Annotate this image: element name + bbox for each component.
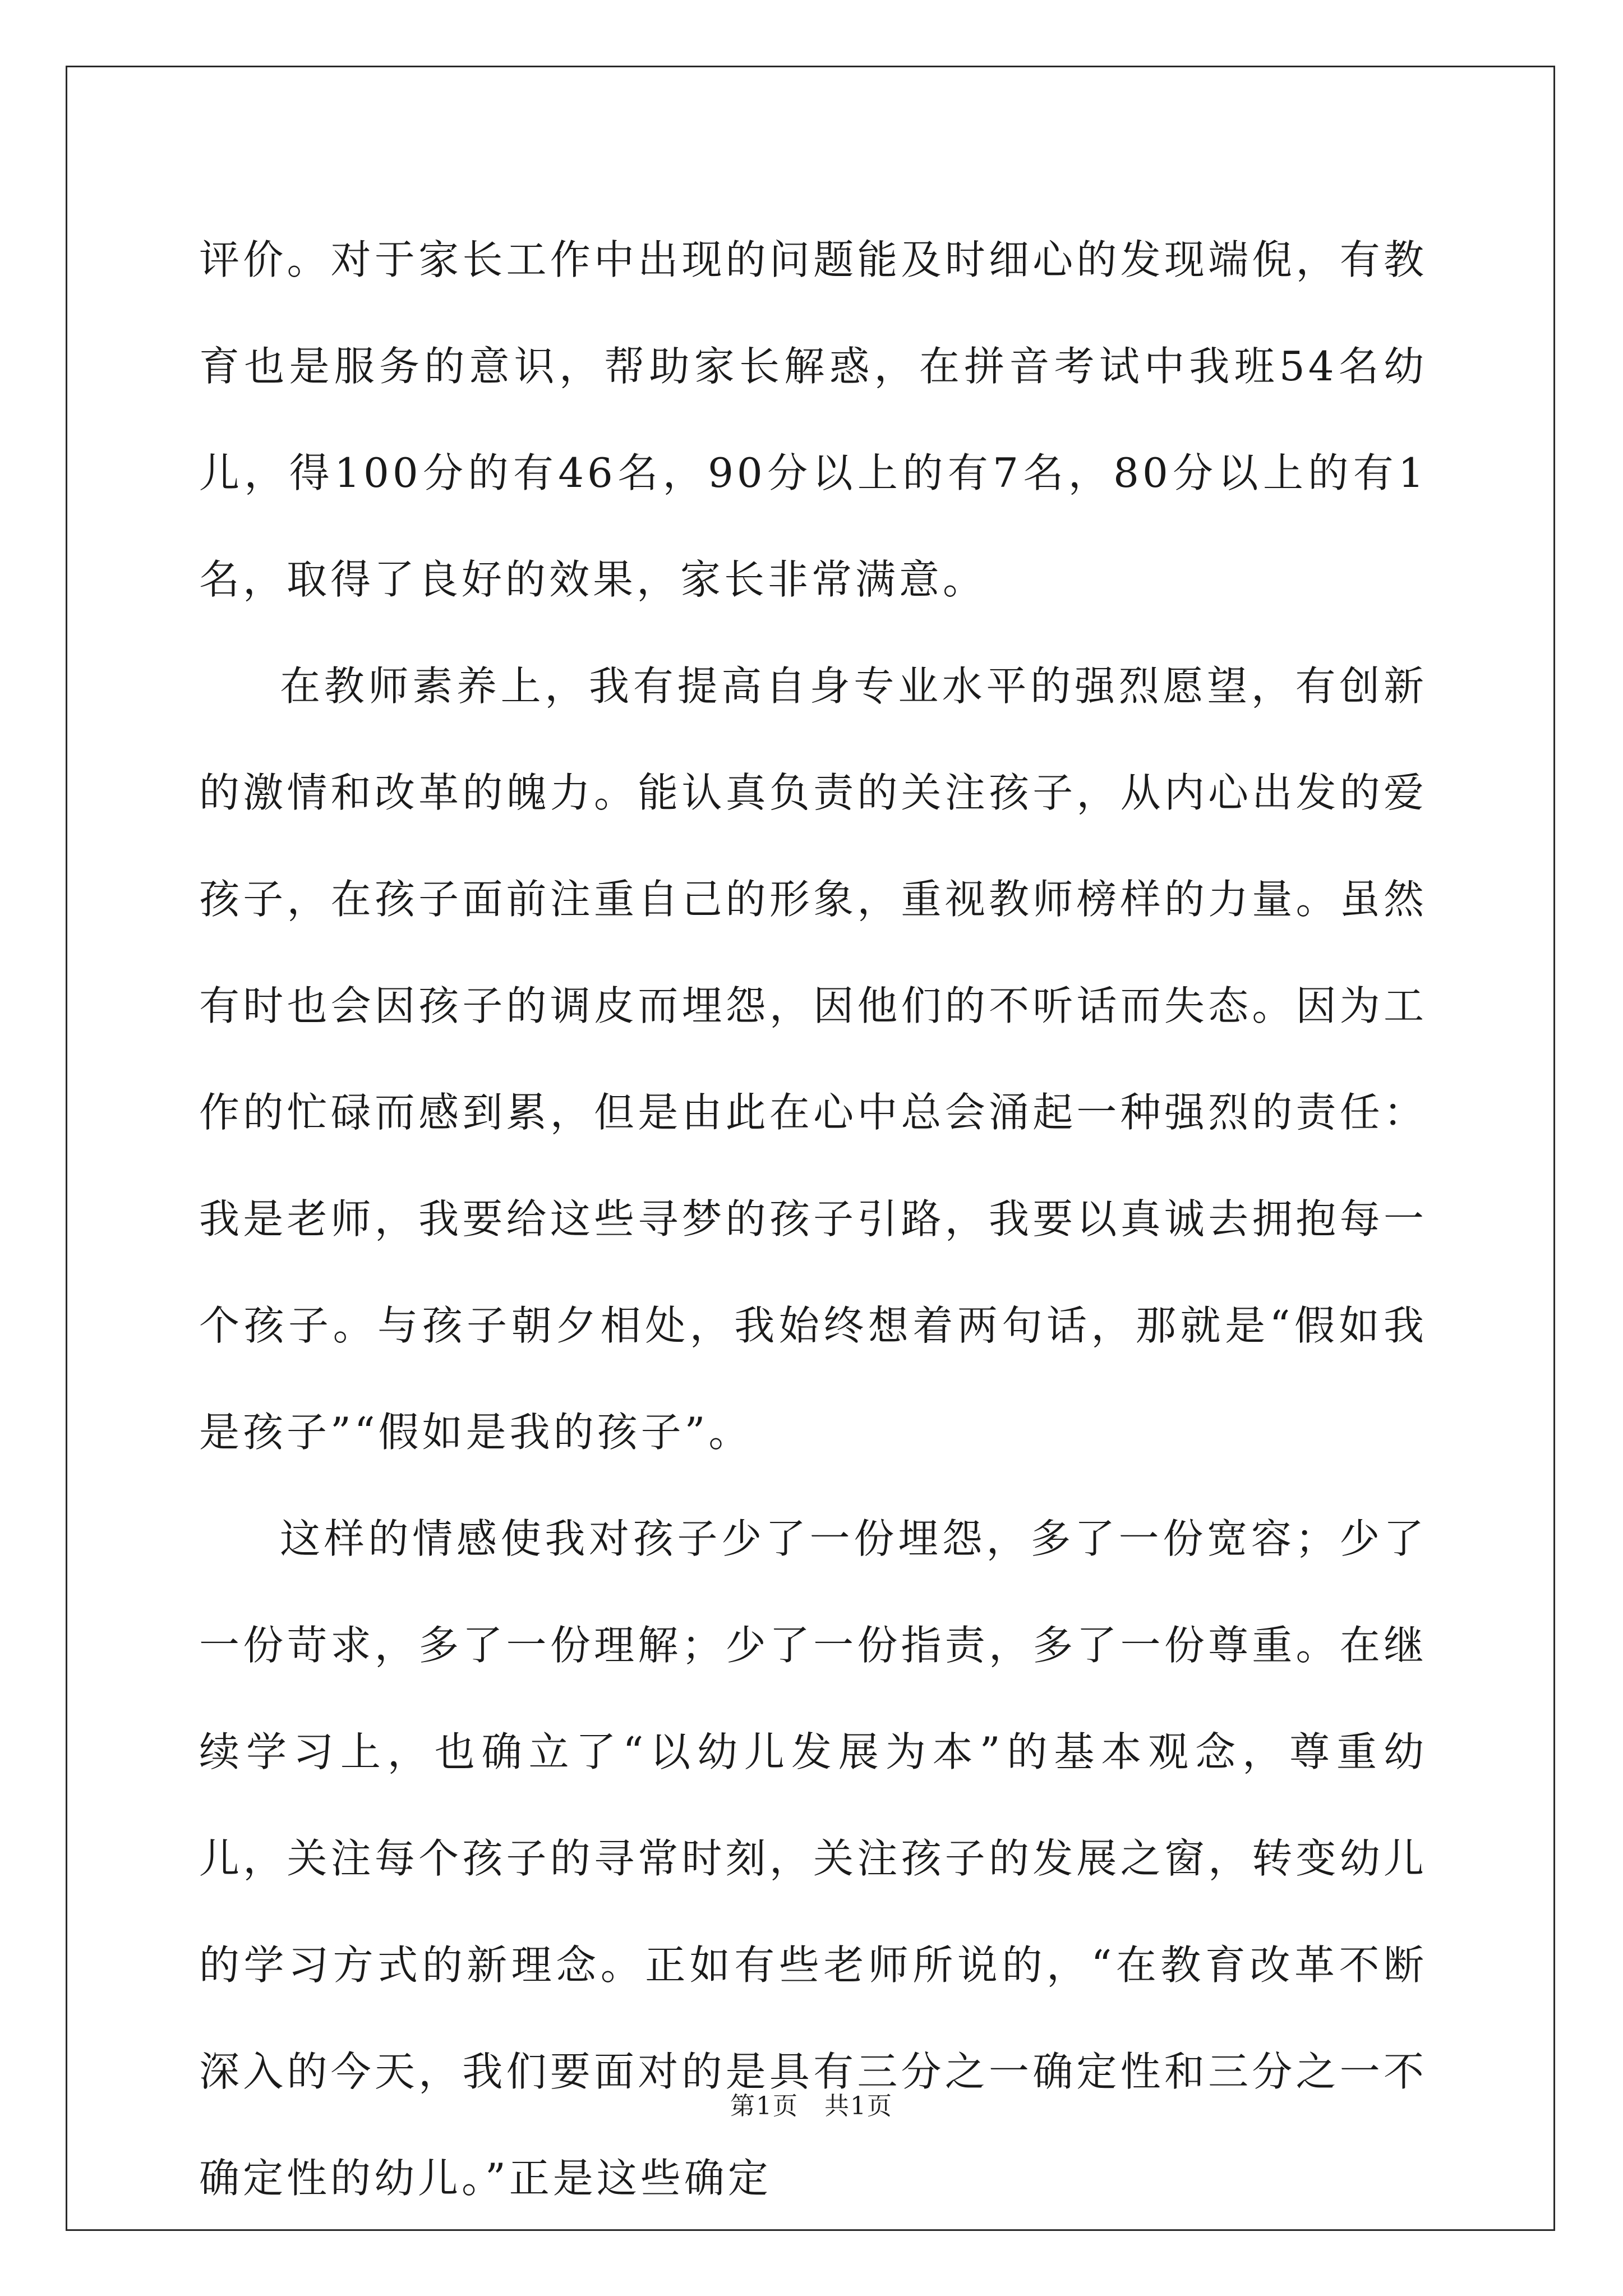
paragraph-3: 这样的情感使我对孩子少了一份埋怨，多了一份宽容；少了一份苛求，多了一份理解；少了一份指责，多了一份尊重。在继续学习上，也确立了“以幼儿发展为本”的基本观念，尊重幼儿，关注每个孩子的寻常时刻，关注孩子的发展之窗，转变幼儿的学习方式的新理念。正如有些老师所说的，“在教育改革不断深入的今天，我们要面对的是具有三分之一确定性和三分之一不确定性的幼儿。”正是这些确定 bbox=[199, 1515, 1427, 2202]
paragraph-2: 在教师素养上，我有提高自身专业水平的强烈愿望，有创新的激情和改革的魄力。能认真负责的关注孩子，从内心出发的爱孩子，在孩子面前注重自己的形象，重视教师榜样的力量。虽然有时也会因孩子的调皮而埋怨，因他们的不听话而失态。因为工作的忙碌而感到累，但是由此在心中总会涌起一种强烈的责任：我是老师，我要给这些寻梦的孩子引路，我要以真诚去拥抱每一个孩子。与孩子朝夕相处，我始终想着两句话，那就是“假如我是孩子”“假如是我的孩子”。 bbox=[199, 662, 1427, 1456]
page-number-footer: 第1页 共1页 bbox=[730, 2092, 893, 2120]
document-body bbox=[199, 206, 1427, 2231]
paragraph-1: 评价。对于家长工作中出现的问题能及时细心的发现端倪，有教育也是服务的意识，帮助家长解惑，在拼音考试中我班54名幼儿，得100分的有46名，90分以上的有7名，80分以上的有1名，取得了良好的效果，家长非常满意。 bbox=[199, 236, 1427, 603]
